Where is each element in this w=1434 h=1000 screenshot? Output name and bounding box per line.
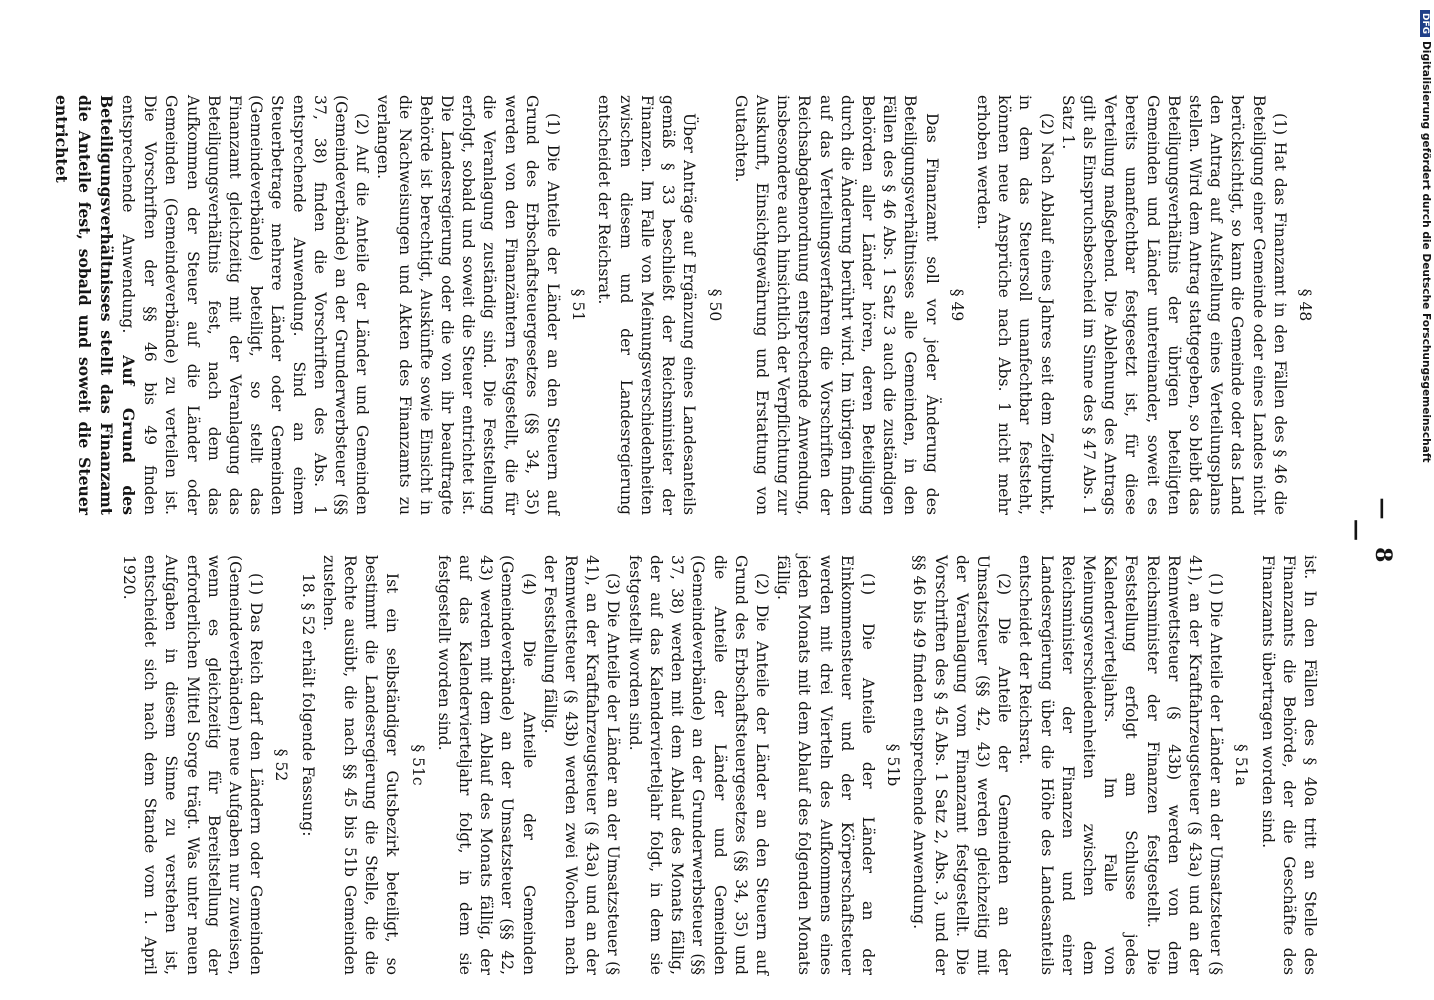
section-49-heading: § 49	[947, 288, 966, 322]
section-51b-paragraph-2: (2) Die Anteile der Länder an den Steuern auf Grund des Erbschaftsteuergesetzes (§§ 34, 35) und die Anteile der Länder und Gemeinden (Gemeindeverbände) an der Grunderwerbsteuer (§§ 37, 38) werden mit dem Ablauf des Monats fällig, der auf das Kalendervierteljahr folgt, in dem sie festgestellt worden sind.	[625, 555, 771, 975]
section-51-paragraph-1: (1) Die Anteile der Länder an den Steuern auf Grund des Erbschaftsteuergesetzes (§§ 34, 35) werden von den Finanzämtern festgestellt, die für die Veranlagung zuständig sind. Die Feststellung erfolgt, sobald und soweit die Steuer entrichtet ist. Die Landesregierung oder die von ihr beauftragte Behörde ist berechtigt, Auskünfte sowie Einsicht in die Nachweisungen und Akten des Finanzamts zu verlangen.	[374, 95, 563, 515]
item-18-line: 18. § 52 erhält folgende Fassung:	[298, 573, 317, 837]
right-column	[118, 555, 1320, 975]
section-48-paragraph-2: (2) Nach Ablauf eines Jahres seit dem Zeitpunkt, in dem das Steuersoll unanfechtbar feststeht, können neue Ansprüche nach Abs. 1 nicht mehr erhoben werden.	[973, 95, 1056, 515]
section-50-heading: § 50	[705, 288, 724, 322]
left-column	[50, 95, 1320, 515]
section-51b-paragraph-3: (3) Die Anteile der Länder an der Umsatzsteuer (§ 41), an der Kraftfahrzeugsteuer (§ 43a) und an der Rennwettsteuer (§ 43b) werden zwei Wochen nach der Feststellung fällig.	[540, 555, 623, 975]
page-number: — 8 —	[1344, 497, 1396, 573]
section-51c-heading: § 51c	[408, 744, 427, 786]
dfg-logo: DFG	[1420, 10, 1430, 37]
section-49-paragraph: Das Finanzamt soll vor jeder Änderung des Beteiligungsverhältnisses alle Gemeinden, in den Fällen des § 46 Abs. 1 Satz 3 auch die zuständigen Behörden aller Länder hören, deren Beteiligung durch die Änderung berührt wird. Im übrigen finden auf das Verteilungsverfahren die Vorschriften der Reichsabgabenordnung entsprechende Anwendung, insbesondere auch hinsichtlich der Verpflichtung zur Auskunft, Einsichtgewährung und Erstattung von Gutachten.	[731, 95, 941, 515]
section-48-paragraph-1: (1) Hat das Finanzamt in den Fällen des § 46 die Beteiligung einer Gemeinde oder eines Landes nicht berücksichtigt, so kann die Gemeinde oder das Land den Antrag auf Aufstellung eines Verteilungsplans stellen. Wird dem Antrag stattgegeben, so bleibt das Beteiligungsverhältnis der übrigen beteiligten Gemeinden und Länder untereinander, soweit es bereits unanfechtbar festgesetzt ist, für diese Verteilung maßgebend. Die Ablehnung des Antrags gilt als Einspruchsbescheid im Sinne des § 47 Abs. 1 Satz 1.	[1058, 95, 1289, 515]
section-51-paragraph-2-text: (2) Auf die Anteile der Länder und Gemeinden (Gemeindeverbände) an der Grunderwerbsteuer (§§ 37, 38) finden die Vorschriften des Abs. 1 entsprechende Anwendung. Sind an einem Steuerbetrage mehrere Länder oder Gemeinden (Gemeindeverbände) beteiligt, so stellt das Finanzamt gleichzeitig mit der Veranlagung das Beteiligungsverhältnis fest, nach dem das Aufkommen der Steuer auf die Länder oder Gemeinden (Gemeindeverbände) zu verteilen ist. Die Vorschriften der §§ 46 bis 49 finden entsprechende Anwendung.	[119, 95, 372, 515]
continued-paragraph: ist. In den Fällen des § 40a tritt an Stelle des Finanzamts die Behörde, der die Geschäfte des Finanzamts übertragen worden sind.	[1258, 555, 1319, 975]
section-51a-paragraph-1: (1) Die Anteile der Länder an der Umsatzsteuer (§ 41), an der Kraftfahrzeugsteuer (§ 43a) und an der Rennwettsteuer (§ 43b) werden von dem Reichsminister der Finanzen festgestellt. Die Feststellung erfolgt am Schlusse jedes Kalendervierteljahrs. Im Falle von Meinungsverschiedenheiten zwischen dem Reichsminister der Finanzen und einer Landesregierung über die Höhe des Landesanteils entscheidet der Reichsrat.	[1016, 555, 1226, 975]
section-51a-heading: § 51a	[1232, 744, 1251, 786]
document-page	[52, 95, 1396, 975]
section-51-paragraph-2-bold-text: Auf Grund des Beteiligungsverhältnisses stellt das Finanzamt die Anteile fest, sobald und soweit die Steuer entrichtet	[52, 95, 139, 515]
section-51b-paragraph-4: (4) Die Anteile der Gemeinden (Gemeindeverbände) an der Umsatzsteuer (§§ 42, 43) werden mit dem Ablauf des Monats fällig, der auf das Kalendervierteljahr folgt, in dem sie festgestellt worden sind.	[434, 555, 538, 975]
section-51b-paragraph-1: (1) Die Anteile der Länder an der Einkommensteuer und der Körperschaftsteuer werden mit drei Vierteln des Aufkommens eines jeden Monats mit dem Ablauf des folgenden Monats fällig.	[774, 555, 877, 975]
digitization-credit	[1420, 10, 1432, 990]
section-50-paragraph: Über Anträge auf Ergänzung eines Landesanteils gemäß § 33 beschließt der Reichsminister der Finanzen. Im Falle von Meinungsverschiedenheiten zwischen diesem und der Landesregierung entscheidet der Reichsrat.	[595, 95, 699, 515]
section-51-heading: § 51	[569, 288, 588, 322]
section-51a-paragraph-2: (2) Die Anteile der Gemeinden an der Umsatzsteuer (§§ 42, 43) werden gleichzeitig mit der Veranlagung vom Finanzamt festgestellt. Die Vorschriften des § 45 Abs. 1 Satz 2, Abs. 3, und der §§ 46 bis 49 finden entsprechende Anwendung.	[910, 555, 1014, 975]
section-52-paragraph: (1) Das Reich darf den Ländern oder Gemeinden (Gemeindeverbänden) neue Aufgaben nur zuweisen, wenn es gleichzeitig für Bereitstellung der erforderlichen Mittel Sorge trägt. Was unter neuen Aufgaben in diesem Sinne zu verstehen ist, entscheidet sich nach dem Stande vom 1. April 1920.	[120, 555, 266, 975]
section-48-heading: § 48	[1296, 288, 1314, 322]
section-51c-paragraph: Ist ein selbständiger Gutsbezirk beteiligt, so bestimmt die Landesregierung die Stelle, die die Rechte ausübt, die nach §§ 45 bis 51b Gemeinden zustehen.	[319, 555, 402, 975]
credit-text: Digitalisierung gefördert durch die Deutsche Forschungsgemeinschaft	[1420, 41, 1432, 463]
section-51b-heading: § 51b	[884, 743, 903, 787]
section-51-paragraph-2	[50, 95, 372, 515]
section-52-heading: § 52	[272, 748, 291, 782]
